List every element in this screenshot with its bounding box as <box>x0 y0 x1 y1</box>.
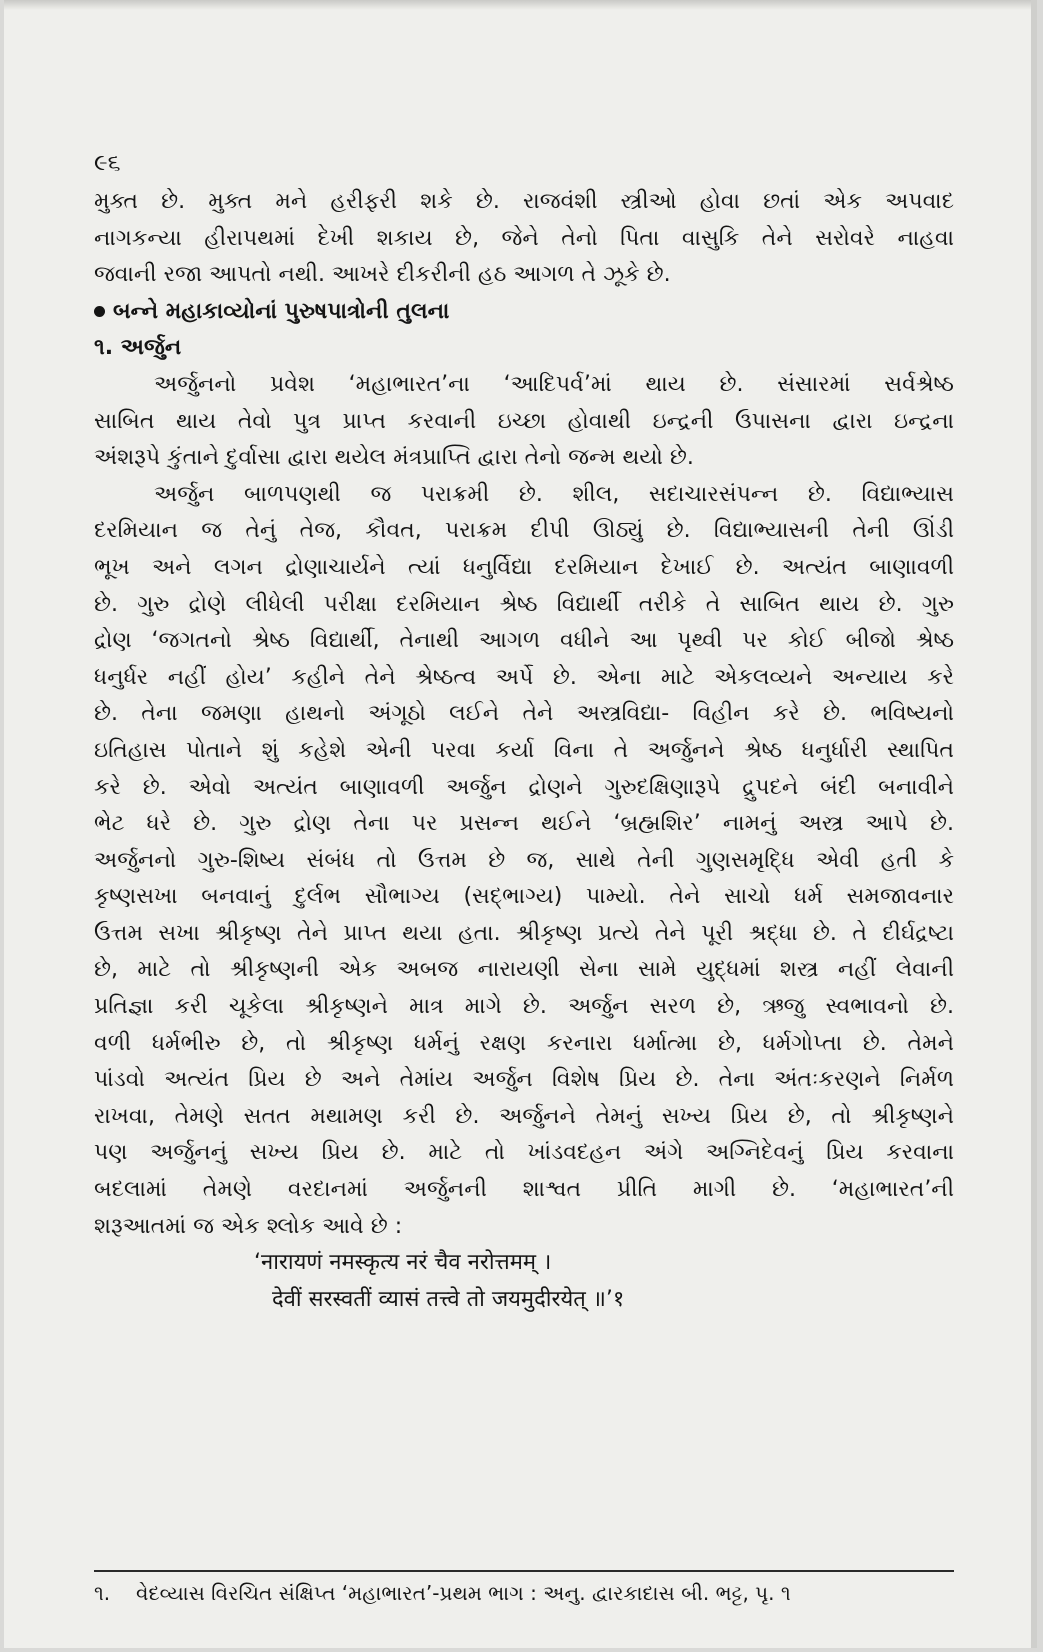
line-text: છે. ગુરુ દ્રોણે લીધેલી પરીક્ષા દરમિયાન શ્રેષ્ઠ વિદ્યાર્થી તરીકે તે સાબિત થાય છે. ગુરુ <box>94 591 954 617</box>
line-text: દરમિયાન જ તેનું તેજ, કૌવત, પરાક્રમ દીપી ઊઠ્યું છે. વિદ્યાભ્યાસની તેની ઊંડી <box>94 518 954 544</box>
body-text <box>94 184 954 1318</box>
paragraph-first-line <box>94 367 954 404</box>
text-line <box>94 1099 954 1136</box>
text-line <box>94 879 954 916</box>
text-line <box>94 550 954 587</box>
footnote <box>94 1576 954 1610</box>
line-text: શરૂઆતમાં જ એક શ્લોક આવે છે : <box>94 1213 403 1239</box>
text-line <box>94 733 954 770</box>
line-text: ભૂખ અને લગન દ્રોણાચાર્યને ત્યાં ધનુર્વિદ્યા દરમિયાન દેખાઈ છે. અત્યંત બાણાવળી <box>94 554 954 580</box>
line-text: રાખવા, તેમણે સતત મથામણ કરી છે. અર્જુનને તેમનું સખ્ય પ્રિય છે, તો શ્રીકૃષ્ણને <box>94 1103 954 1129</box>
line-text: સાબિત થાય તેવો પુત્ર પ્રાપ્ત કરવાની ઇચ્છા હોવાથી ઇન્દ્રની ઉપાસના દ્વારા ઇન્દ્રના <box>94 408 954 434</box>
line-text: છે. તેના જમણા હાથનો અંગૂઠો લઈને તેને અસ્ત્રવિદ્યા- વિહીન કરે છે. ભવિષ્યનો <box>94 701 954 727</box>
text-line <box>94 1172 954 1209</box>
line-text: પણ અર્જુનનું સખ્ય પ્રિય છે. માટે તો ખાંડવદહન અંગે અગ્નિદેવનું પ્રિય કરવાના <box>94 1140 954 1166</box>
text-line <box>94 806 954 843</box>
line-text: બન્ને મહાકાવ્યોનાં પુરુષપાત્રોની તુલના <box>113 298 450 324</box>
paragraph-first-line <box>94 477 954 514</box>
text-line <box>94 221 954 258</box>
text-line <box>94 696 954 733</box>
text-line <box>94 587 954 624</box>
line-text: દ્રોણ ‘જગતનો શ્રેષ્ઠ વિદ્યાર્થી, તેનાથી આગળ વધીને આ પૃથ્વી પર કોઈ બીજો શ્રેષ્ઠ <box>94 628 954 654</box>
line-text: વળી ધર્મભીરુ છે, તો શ્રીકૃષ્ણ ધર્મનું રક્ષણ કરનારા ધર્માત્મા છે, ધર્મગોપ્તા છે. તેમને <box>94 1030 954 1056</box>
line-text: અર્જુનનો ગુરુ-શિષ્ય સંબંધ તો ઉત્તમ છે જ, સાથે તેની ગુણસમૃદ્ધિ એવી હતી કે <box>94 847 954 873</box>
line-text: છે, માટે તો શ્રીકૃષ્ણની એક અબજ નારાયણી સેના સામે યુદ્ધમાં શસ્ત્ર નહીં લેવાની <box>94 957 954 983</box>
text-line <box>94 1062 954 1099</box>
line-text: ૧. અર્જુન <box>94 335 182 361</box>
line-text: देवीं सरस्वतीं व्यासं तत्त्वे तो जयमुदीरयेत् ॥’१ <box>272 1286 625 1312</box>
page-edge-shadow <box>4 0 1031 10</box>
line-text: ઉત્તમ સખા શ્રીકૃષ્ણ તેને પ્રાપ્ત થયા હતા. શ્રીકૃષ્ણ પ્રત્યે તેને પૂરી શ્રદ્ધા છે. તે દીર્ઘદ્રષ્ટા <box>94 920 954 946</box>
text-line <box>94 916 954 953</box>
text-line <box>94 1209 954 1246</box>
line-text: નાગકન્યા હીરાપથમાં દેખી શકાય છે, જેને તેનો પિતા વાસુકિ તેને સરોવરે નાહવા <box>94 225 954 251</box>
footnote-divider <box>94 1570 954 1572</box>
line-text: અર્જુન બાળપણથી જ પરાક્રમી છે. શીલ, સદાચારસંપન્ન છે. વિદ્યાભ્યાસ <box>154 481 954 507</box>
footnote-number: ૧. <box>94 1581 111 1605</box>
line-text: પ્રતિજ્ઞા કરી ચૂકેલા શ્રીકૃષ્ણને માત્ર માગે છે. અર્જુન સરળ છે, ઋજુ સ્વભાવનો છે. <box>94 994 954 1020</box>
line-text: જવાની રજા આપતો નથી. આખરે દીકરીની હઠ આગળ તે ઝૂકે છે. <box>94 262 671 288</box>
bullet-icon <box>94 306 105 317</box>
text-line <box>94 184 954 221</box>
text-line <box>94 440 954 477</box>
text-line <box>94 404 954 441</box>
subsection-heading <box>94 330 954 367</box>
text-line <box>94 1135 954 1172</box>
text-line <box>94 843 954 880</box>
line-text: ધનુર્ધર નહીં હોય’ કહીને તેને શ્રેષ્ઠત્વ અર્પે છે. એના માટે એકલવ્યને અન્યાય કરે <box>94 664 954 690</box>
text-line <box>94 623 954 660</box>
text-line <box>94 513 954 550</box>
verse-line <box>94 1245 954 1282</box>
text-line <box>94 989 954 1026</box>
line-text: પાંડવો અત્યંત પ્રિય છે અને તેમાંય અર્જુન વિશેષ પ્રિય છે. તેના અંતઃકરણને નિર્મળ <box>94 1067 954 1093</box>
text-line <box>94 257 954 294</box>
line-text: કૃષ્ણસખા બનવાનું દુર્લભ સૌભાગ્ય (સદ્‌ભાગ્ય) પામ્યો. તેને સાચો ધર્મ સમજાવનાર <box>94 884 954 910</box>
line-text: ‘नारायणं नमस्कृत्य नरं चैव नरोत्तमम् । <box>254 1250 552 1276</box>
line-text: ભેટ ધરે છે. ગુરુ દ્રોણ તેના પર પ્રસન્ન થઈને ‘બ્રહ્મશિર’ નામનું અસ્ત્ર આપે છે. <box>94 811 954 837</box>
line-text: અર્જુનનો પ્રવેશ ‘મહાભારત’ના ‘આદિપર્વ’માં થાય છે. સંસારમાં સર્વશ્રેષ્ઠ <box>154 371 954 397</box>
text-line <box>94 1026 954 1063</box>
line-text: અંશરૂપે કુંતાને દુર્વાસા દ્વારા થયેલ મંત્રપ્રાપ્તિ દ્વારા તેનો જન્મ થયો છે. <box>94 445 694 471</box>
text-line <box>94 952 954 989</box>
line-text: મુક્ત છે. મુક્ત મને હરીફરી શકે છે. રાજવંશી સ્ત્રીઓ હોવા છતાં એક અપવાદ <box>94 189 954 214</box>
page-number: ૯૬ <box>94 150 121 176</box>
book-page <box>4 0 1037 1648</box>
line-text: કરે છે. એવો અત્યંત બાણાવળી અર્જુન દ્રોણને ગુરુદક્ષિણારૂપે દ્રુપદને બંદી બનાવીને <box>94 774 954 800</box>
text-line <box>94 770 954 807</box>
text-line <box>94 660 954 697</box>
verse-line <box>94 1282 954 1319</box>
footnote-text: વેદવ્યાસ વિરચિત સંક્ષિપ્ત ‘મહાભારત’-પ્રથમ ભાગ : અનુ. દ્વારકાદાસ બી. ભટ્ટ, પૃ. ૧ <box>136 1581 791 1605</box>
section-heading <box>94 294 954 331</box>
line-text: ઇતિહાસ પોતાને શું કહેશે એની પરવા કર્યા વિના તે અર્જુનને શ્રેષ્ઠ ધનુર્ધારી સ્થાપિત <box>94 737 954 763</box>
line-text: બદલામાં તેમણે વરદાનમાં અર્જુનની શાશ્વત પ્રીતિ માગી છે. ‘મહાભારત’ની <box>94 1177 954 1203</box>
